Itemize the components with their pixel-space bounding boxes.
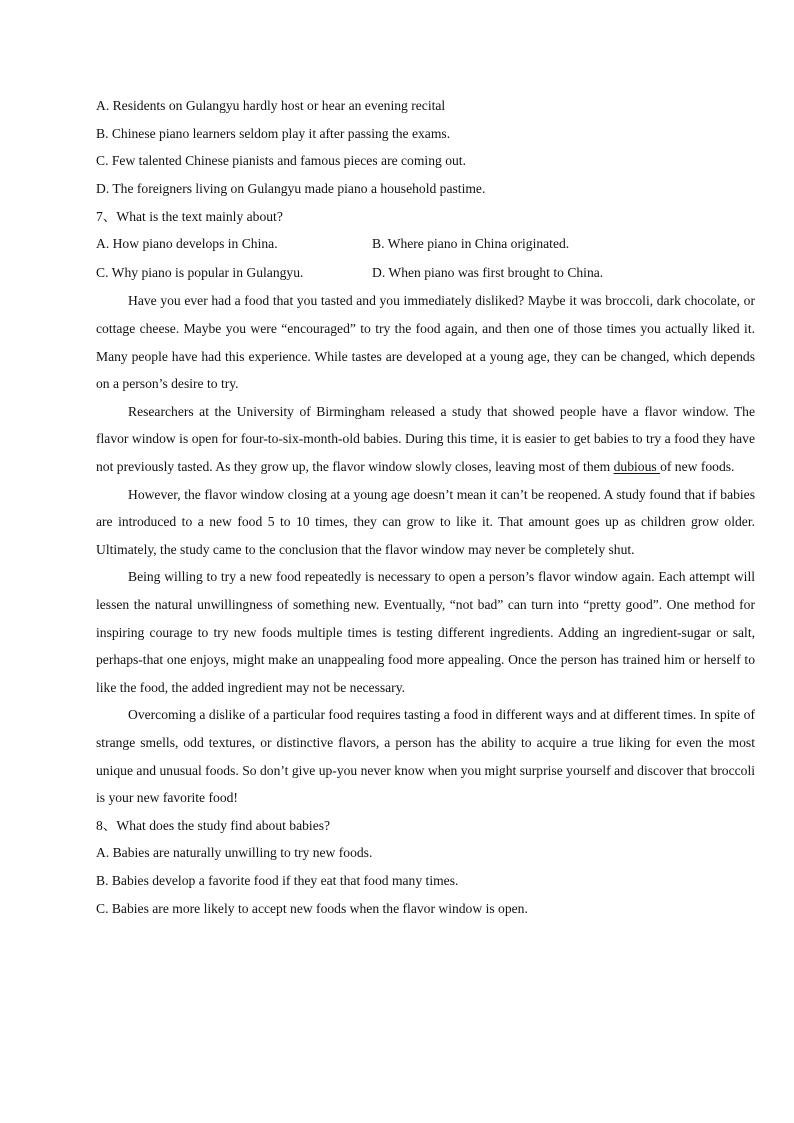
question-7-row-1 <box>96 230 755 259</box>
question-7-option-a: A. How piano develops in China. <box>96 236 278 252</box>
passage-paragraph-4: Being willing to try a new food repeatedly is necessary to open a person’s flavor window again. Each attempt will lessen the natural unwillingness of something new. Eventually, “not bad” can turn into “pretty good”. One method for inspiring courage to try new foods multiple times is testing different ingredients. Adding an ingredient-sugar or salt, perhaps-that one enjoys, might make an unappealing food more appealing. Once the person has trained him or herself to like the food, the added ingredient may not be necessary. <box>96 569 755 695</box>
question-6-option-b: B. Chinese piano learners seldom play it after passing the exams. <box>96 125 451 141</box>
passage-paragraph-2-tail: of new foods. <box>660 459 735 474</box>
question-8-stem: 8、What does the study find about babies? <box>96 817 331 833</box>
question-7-option-d: D. When piano was first brought to China. <box>372 264 604 280</box>
question-7-option-c: C. Why piano is popular in Gulangyu. <box>96 264 304 280</box>
question-6-option-a: A. Residents on Gulangyu hardly host or hear an evening recital <box>96 98 446 113</box>
exam-page <box>96 92 755 922</box>
question-8-option-a: A. Babies are naturally unwilling to try new foods. <box>96 845 373 861</box>
question-7-option-b: B. Where piano in China originated. <box>372 236 570 252</box>
question-7-stem: 7、What is the text mainly about? <box>96 208 283 224</box>
question-7-row-2 <box>96 259 755 288</box>
passage-paragraph-3: However, the flavor window closing at a young age doesn’t mean it can’t be reopened. A study found that if babies are introduced to a new food 5 to 10 times, they can grow to like it. That amount goes up as children grow older. Ultimately, the study came to the conclusion that the flavor window may never be completely shut. <box>96 486 755 557</box>
passage-paragraph-1: Have you ever had a food that you tasted and you immediately disliked? Maybe it was broccoli, dark chocolate, or cottage cheese. Maybe you were “encouraged” to try the food again, and then one of those times you actually liked it. Many people have had this experience. While tastes are developed at a young age, they can be changed, which depends on a person’s desire to try. <box>96 293 755 392</box>
question-6-option-c: C. Few talented Chinese pianists and famous pieces are coming out. <box>96 153 466 169</box>
question-8-option-b: B. Babies develop a favorite food if they eat that food many times. <box>96 873 459 889</box>
question-6-option-d: D. The foreigners living on Gulangyu made piano a household pastime. <box>96 181 486 197</box>
underlined-word-dubious: dubious <box>613 459 661 474</box>
passage-paragraph-2-text: Researchers at the University of Birmingham released a study that showed people have a flavor window. The flavor window is open for four-to-six-month-old babies. During this time, it is easier to get babies to try a food they have not previously tasted. As they grow up, the flavor window slowly closes, leaving most of them <box>96 403 755 474</box>
passage-paragraph-5: Overcoming a dislike of a particular food requires tasting a food in different ways and at different times. In spite of strange smells, odd textures, or distinctive flavors, a person has the ability to acquire a true liking for even the most unique and unusual foods. So don’t give up-you never know when you might surprise yourself and discover that broccoli is your new favorite food! <box>96 707 755 806</box>
question-8-option-c: C. Babies are more likely to accept new foods when the flavor window is open. <box>96 900 528 916</box>
passage-paragraph-2 <box>96 398 755 481</box>
